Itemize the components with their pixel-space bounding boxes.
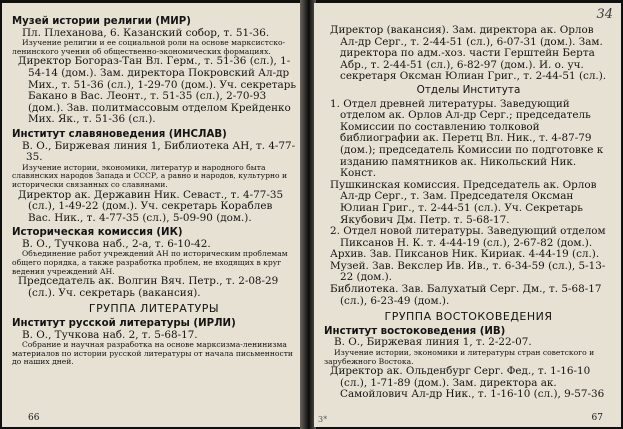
text-line: В. О., Биржевая линия 1, т. 2-22-07. [334,336,532,349]
text-line: Директор ак. Ольденбург Серг. Фед., т. 1-16-10 (сл.), 1-71-89 (дом.). Зам. директора ак. Самойлович Ал-др Ник., т. 1-16-10 (сл.), 9-57-36 [330,365,605,401]
text-line: Музей истории религии (МИР) [12,16,191,27]
text-line: Собрание и научная разработка на основе марксизма-ленинизма материалов по истории русской литературы от начала письменности до наших дней. [12,340,293,367]
handwritten-note: 34 [596,7,613,22]
text-line: Директор (вакансия). Зам. директора ак. Орлов Ал-др Серг., т. 2-44-51 (сл.), 6-07-31 (дом.). Зам. директора по адм.-хоз. части Герштейн Берта Абр., т. 2-44-51 (сл.), 6-82-97 (дом.). И. о. уч. секретаря Оксман Юлиан Григ., т. 2-44-51 (сл.). [330,24,607,83]
text-line: 1. Отдел древней литературы. Заведующий отделом ак. Орлов Ал-др Серг.; председатель Комиссии по составлению толковой библиографии ак. Перетц Вл. Ник., т. 4-87-79 (дом.); председатель Комиссии по подготовке к изданию памятников ак. Никольский Ник. Конст. [330,97,604,180]
right-page [314,3,621,427]
page-number: 66 [28,413,40,423]
text-line: Музей. Зав. Векслер Ив. Ив., т. 6-34-59 (сл.), 5-13-22 (дом.). [330,259,606,284]
text-line: Объединение работ учреждений АН по историческим проблемам общего порядка, а также разработка проблем, не входящих в круг ведения учреждений АН. [12,249,288,276]
text-line: Институт востоковедения (ИВ) [324,325,506,337]
left-page-text [12,13,296,367]
right-page-text [324,25,613,401]
text-line: В. О., Тучкова наб. 2, т. 5-68-17. [22,328,198,341]
page-number: 67 [591,413,603,423]
text-line: Изучение истории, экономики и литературы стран советского и зарубежного Востока. [324,348,595,366]
text-line: Историческая комиссия (ИК) [12,227,183,239]
section-heading: ГРУППА ВОСТОКОВЕДЕНИЯ [384,310,553,324]
section-heading: ГРУППА ЛИТЕРАТУРЫ [88,302,220,316]
text-line: В. О., Биржевая линия 1, Библиотека АН, т. 4-77-35. [22,139,296,164]
text-line: Институт русской литературы (ИРЛИ) [12,318,236,330]
text-line: Институт славяноведения (ИНСЛАВ) [12,128,227,140]
text-line: Изучение религии и ее социальной роли на основе марксистско-ленинского учения об общественно-экономических формациях. [12,38,286,56]
text-line: Отделы Института [416,83,521,96]
text-line: Пушкинская комиссия. Председатель ак. Орлов Ал-др Серг., т. Зам. Председателя Оксман Юлиан Григ., т. 2-44-51 (сл.). Уч. Секретарь Якубович Дм. Петр. т. 5-68-17. [330,178,597,226]
text-line: Пл. Плеханова, 6. Казанский собор, т. 51-36. [22,26,270,39]
text-line: Архив. Зав. Пиксанов Ник. Кириак. 4-44-19 (сл.). [330,248,600,261]
text-line: Библиотека. Зав. Балухатый Серг. Дм., т. 5-68-17 (сл.), 6-23-49 (дом.). [330,283,602,307]
signature-mark: 3* [318,415,328,424]
text-line: В. О., Тучкова наб., 2-а, т. 6-10-42. [22,237,211,250]
left-page [2,3,302,427]
text-line: Директор Богораз-Тан Вл. Герм., т. 51-36 (сл.), 1-54-14 (дом.). Зам. директора Покровский Ал-др Мих., т. 51-36 (сл.), 1-29-70 (дом.). Уч. секретарь Бакано в Вас. Леонт., т. 51-35 (сл.), 2-70-93 (дом.). Зав. политмассовым отделом Крейденко Мих. Як., т. 51-36 (сл.). [18,55,297,126]
text-line: Изучение истории, экономики, литератур и народного быта славянских народов Запада и СССР, а равно и народов, культурно и исторически связанных со славянами. [12,162,288,189]
text-line: Председатель ак. Волгин Вяч. Петр., т. 2-08-29 (сл.). Уч. секретарь (вакансия). [18,275,279,299]
text-line: 2. Отдел новой литературы. Заведующий отделом Пиксанов Н. К. т. 4-44-19 (сл.), 2-67-82 (дом.). [330,225,606,249]
text-line: Директор ак. Державин Ник. Севаст., т. 4-77-35 (сл.), 1-49-22 (дом.). Уч. секретарь Кораблев Вас. Ник., т. 4-77-35 (сл.), 5-09-90 (дом.). [18,188,284,224]
